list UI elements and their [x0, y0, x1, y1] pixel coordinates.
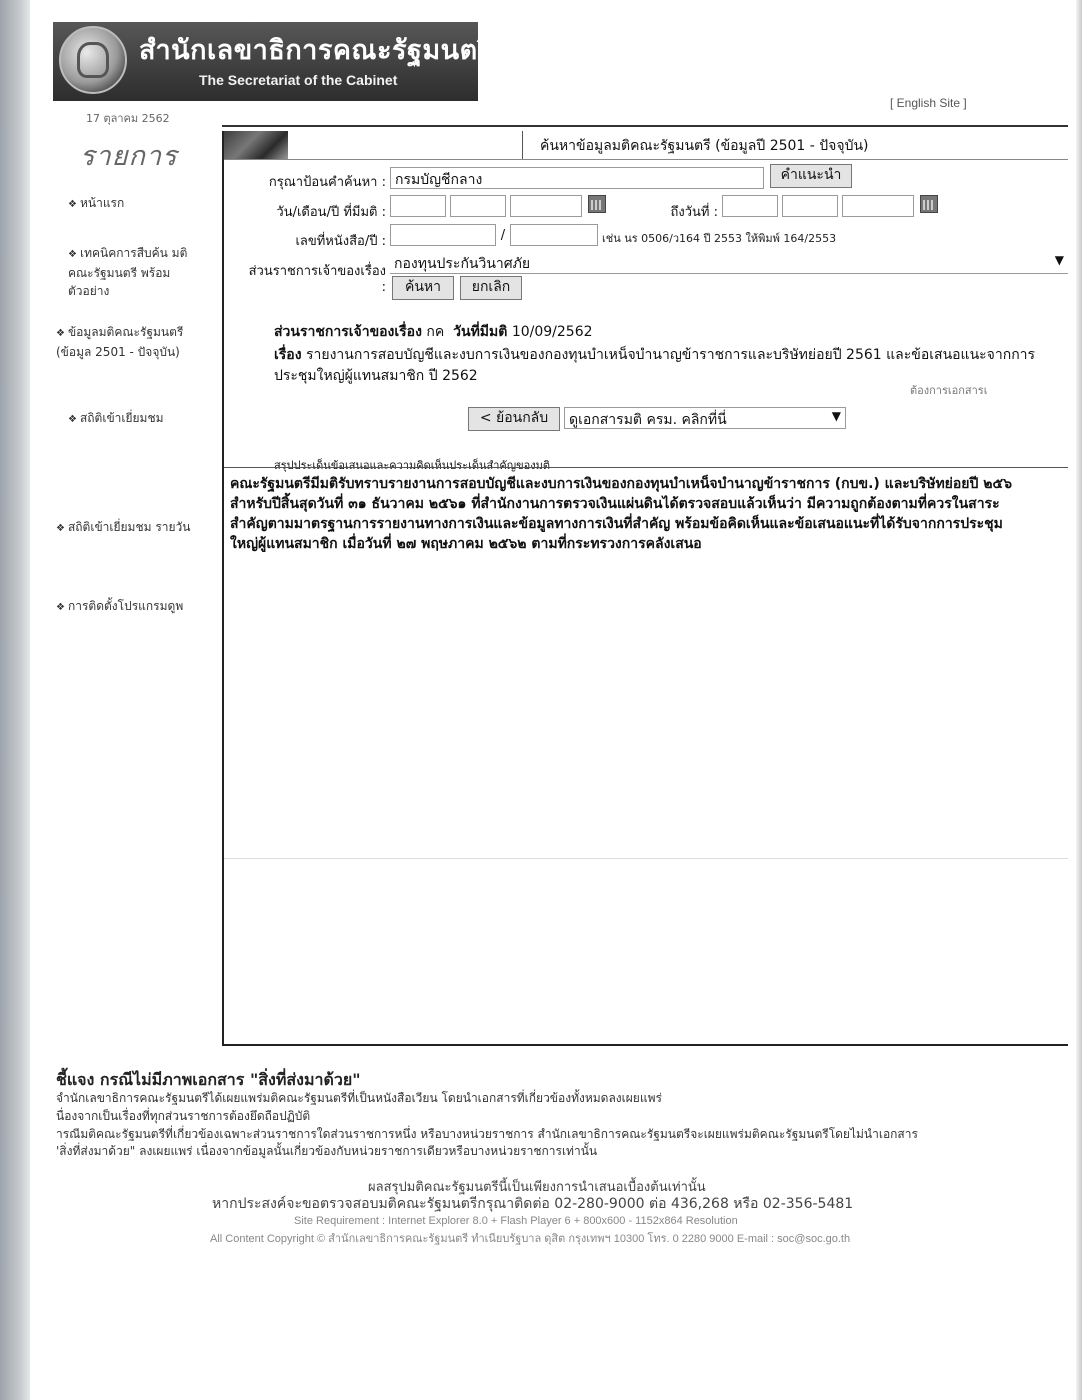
main-content-frame — [222, 131, 1068, 1046]
diamond-bullet-icon: ❖ — [68, 249, 77, 260]
sidebar-item-label: หน้าแรก — [79, 196, 125, 210]
footer-line: 'สิ่งที่ส่งมาด้วย" ลงเผยแพร่ เนื่องจากข้อมูลนั้นเกี่ยวข้องกับหน่วยราชการเดียวหรือบางหน่วยราชการเท่านั้น — [56, 1144, 598, 1158]
diamond-bullet-icon: ❖ — [68, 414, 77, 425]
sidebar-item-label: สถิติเข้าเยี่ยมชม รายวัน — [67, 520, 191, 534]
doc-year-input[interactable] — [510, 224, 598, 246]
diamond-bullet-icon: ❖ — [56, 328, 65, 339]
summary-line: สำหรับปีสิ้นสุดวันที่ ๓๑ ธันวาคม ๒๕๖๑ ที่สำนักงานการตรวจเงินแผ่นดินได้ตรวจสอบแล้วเห็นว่า มีความถูกต้องตามที่ควรในสาระ — [230, 496, 1000, 512]
date-label: วัน/เดือน/ปี ที่มีมติ : — [276, 205, 386, 220]
footer-disclaimer: ผลสรุปมติคณะรัฐมนตรีนี้เป็นเพียงการนำเสนอเบื้องต้นเท่านั้น — [368, 1180, 706, 1195]
to-calendar-icon[interactable] — [920, 195, 938, 213]
summary-line: คณะรัฐมนตรีมีมติรับทราบรายงานการสอบบัญชีและงบการเงินของกองทุนบำเหน็จบำนาญข้าราชการ (กบข.) และบริษัทย่อยปี ๒๕๖ — [230, 476, 1012, 492]
view-document-select[interactable] — [564, 407, 846, 429]
doc-number-hint: เช่น นร 0506/ว164 ปี 2553 ให้พิมพ์ 164/2553 — [602, 232, 837, 245]
header-divider — [522, 131, 523, 159]
to-month-input[interactable] — [782, 195, 838, 217]
back-button[interactable]: < ย้อนกลับ — [468, 407, 560, 431]
result-subject-label: เรื่อง — [274, 347, 302, 363]
result-date-value: 10/09/2562 — [511, 324, 593, 340]
diamond-bullet-icon: ❖ — [68, 199, 77, 210]
from-day-input[interactable] — [390, 195, 446, 217]
summary-caption: สรุปประเด็นข้อเสนอและความคิดเห็นประเด็นสำคัญของมติ — [274, 459, 551, 472]
menu-title: รายการ — [80, 141, 178, 172]
footer-line: ารณีมติคณะรัฐมนตรีที่เกี่ยวข้องเฉพาะส่วนราชการใดส่วนราชการหนึ่ง หรือบางหน่วยราชการ สำนักเลขาธิการคณะรัฐมนตรีจะเผยแพร่มติคณะรัฐมนตรีโดยไม่นำเอกสาร — [56, 1127, 918, 1141]
current-date: 17 ตุลาคม 2562 — [86, 112, 170, 125]
sidebar-item-resolution-data[interactable] — [56, 323, 216, 361]
result-meta — [274, 321, 593, 343]
summary-line: สำคัญตามมาตรฐานการรายงานทางการเงินและข้อมูลทางการเงินที่สำคัญ พร้อมข้อคิดเห็นและข้อเสนอแนะที่ได้รับจากการประชุม — [230, 516, 1003, 532]
scan-edge-left — [0, 0, 30, 1400]
header-banner — [53, 22, 493, 101]
search-panel-title: ค้นหาข้อมูลมติคณะรัฐมนตรี (ข้อมูลปี 2501 - ปัจจุบัน) — [540, 138, 869, 154]
dropdown-arrow-icon: ▼ — [831, 409, 841, 423]
footer-line: จำนักเลขาธิการคณะรัฐมนตรีได้เผยแพร่มติคณะรัฐมนตรีที่เป็นหนังสือเวียน โดยนำเอกสารที่เกี่ยวข้องทั้งหมดลงเผยแพร่ — [56, 1091, 662, 1105]
sidebar-item-home[interactable] — [68, 194, 208, 214]
cancel-button[interactable]: ยกเลิก — [460, 276, 522, 300]
result-agency-code: กค — [426, 324, 445, 340]
sidebar-item-label: การติดตั้งโปรแกรมดูพ — [67, 599, 184, 613]
footer-requirement: Site Requirement : Internet Explorer 8.0 + Flash Player 6 + 800x600 - 1152x864 Resolution — [294, 1215, 738, 1227]
summary-text — [230, 474, 1064, 554]
search-button[interactable]: ค้นหา — [392, 276, 454, 300]
from-calendar-icon[interactable] — [588, 195, 606, 213]
suggest-button[interactable]: คำแนะนำ — [770, 164, 852, 188]
footer-copyright: All Content Copyright © สำนักเลขาธิการคณะรัฐมนตรี ทำเนียบรัฐบาล ดุสิต กรุงเทพฯ 10300 โทร. 0 2280 9000 E-mail : soc@soc.go.th — [210, 1233, 851, 1245]
dropdown-arrow-icon: ▼ — [1054, 253, 1064, 267]
top-divider — [222, 125, 1068, 127]
result-subject-line2: ประชุมใหญ่ผู้แทนสมาชิก ปี 2562 — [274, 368, 478, 384]
sidebar-item-program-install[interactable] — [56, 597, 208, 617]
cabinet-seal-icon — [59, 26, 127, 94]
need-document-text: ต้องการเอกสารเ — [910, 384, 988, 397]
site-title-en: The Secretariat of the Cabinet — [199, 72, 398, 88]
agency-select-value: กองทุนประกันวินาศภัย — [394, 256, 531, 272]
summary-line: ใหญ่ผู้แทนสมาชิก เมื่อวันที่ ๒๗ พฤษภาคม ๒๕๖๒ ตามที่กระทรวงการคลังเสนอ — [230, 536, 702, 552]
footer-contact: หากประสงค์จะขอตรวจสอบมติคณะรัฐมนตรีกรุณาติดต่อ 02-280-9000 ต่อ 436,268 หรือ 02-356-5481 — [212, 1196, 854, 1212]
summary-panel — [224, 467, 1068, 859]
result-date-label: วันที่มีมติ — [453, 324, 508, 340]
english-site-link[interactable]: [ English Site ] — [890, 96, 967, 110]
diamond-bullet-icon: ❖ — [56, 523, 65, 534]
site-title-th: สำนักเลขาธิการคณะรัฐมนตรี — [139, 35, 493, 66]
to-date-label: ถึงวันที่ : — [670, 205, 718, 220]
search-panel-header — [224, 131, 1068, 160]
from-year-input[interactable] — [510, 195, 582, 217]
sidebar-item-label: สถิติเข้าเยี่ยมชม — [79, 411, 164, 425]
sidebar-item-label: เทคนิคการสืบค้น มติคณะรัฐมนตรี พร้อมตัวอย่าง — [68, 246, 188, 298]
sidebar-item-visit-stats[interactable] — [68, 409, 208, 429]
from-month-input[interactable] — [450, 195, 506, 217]
sidebar-item-label: ข้อมูลมติคณะรัฐมนตรี (ข้อมูล 2501 - ปัจจุบัน) — [56, 325, 184, 359]
result-agency-label: ส่วนราชการเจ้าของเรื่อง — [274, 324, 422, 340]
to-day-input[interactable] — [722, 195, 778, 217]
scan-edge-right — [1076, 0, 1082, 1400]
footer-line: นื่องจากเป็นเรื่องที่ทุกส่วนราชการต้องยึดถือปฏิบัติ — [56, 1109, 311, 1123]
agency-label: ส่วนราชการเจ้าของเรื่อง — [248, 264, 386, 279]
view-document-select-value: ดูเอกสารมติ ครม. คลิกที่นี่ — [569, 412, 727, 428]
diamond-bullet-icon: ❖ — [56, 602, 65, 613]
result-subject-line1 — [274, 344, 1035, 366]
keyword-label: กรุณาป้อนคำค้นหา : — [268, 175, 386, 190]
agency-colon: : — [381, 280, 386, 295]
header-photo-strip — [224, 131, 288, 159]
result-subject-text: รายงานการสอบบัญชีและงบการเงินของกองทุนบำเหน็จบำนาญข้าราชการและบริษัทย่อยปี 2561 และข้อเสนอแนะจากการ — [306, 347, 1036, 363]
doc-number-label: เลขที่หนังสือ/ปี : — [295, 234, 386, 249]
keyword-input[interactable]: กรมบัญชีกลาง — [390, 167, 764, 189]
sidebar-item-search-technique[interactable] — [68, 244, 198, 300]
to-year-input[interactable] — [842, 195, 914, 217]
footer-title: ชี้แจง กรณีไม่มีภาพเอกสาร "สิ่งที่ส่งมาด้วย" — [56, 1070, 361, 1089]
sidebar-item-daily-visit-stats[interactable] — [56, 518, 206, 538]
doc-separator: / — [500, 228, 506, 243]
agency-select[interactable] — [390, 252, 1068, 274]
doc-number-input[interactable] — [390, 224, 496, 246]
